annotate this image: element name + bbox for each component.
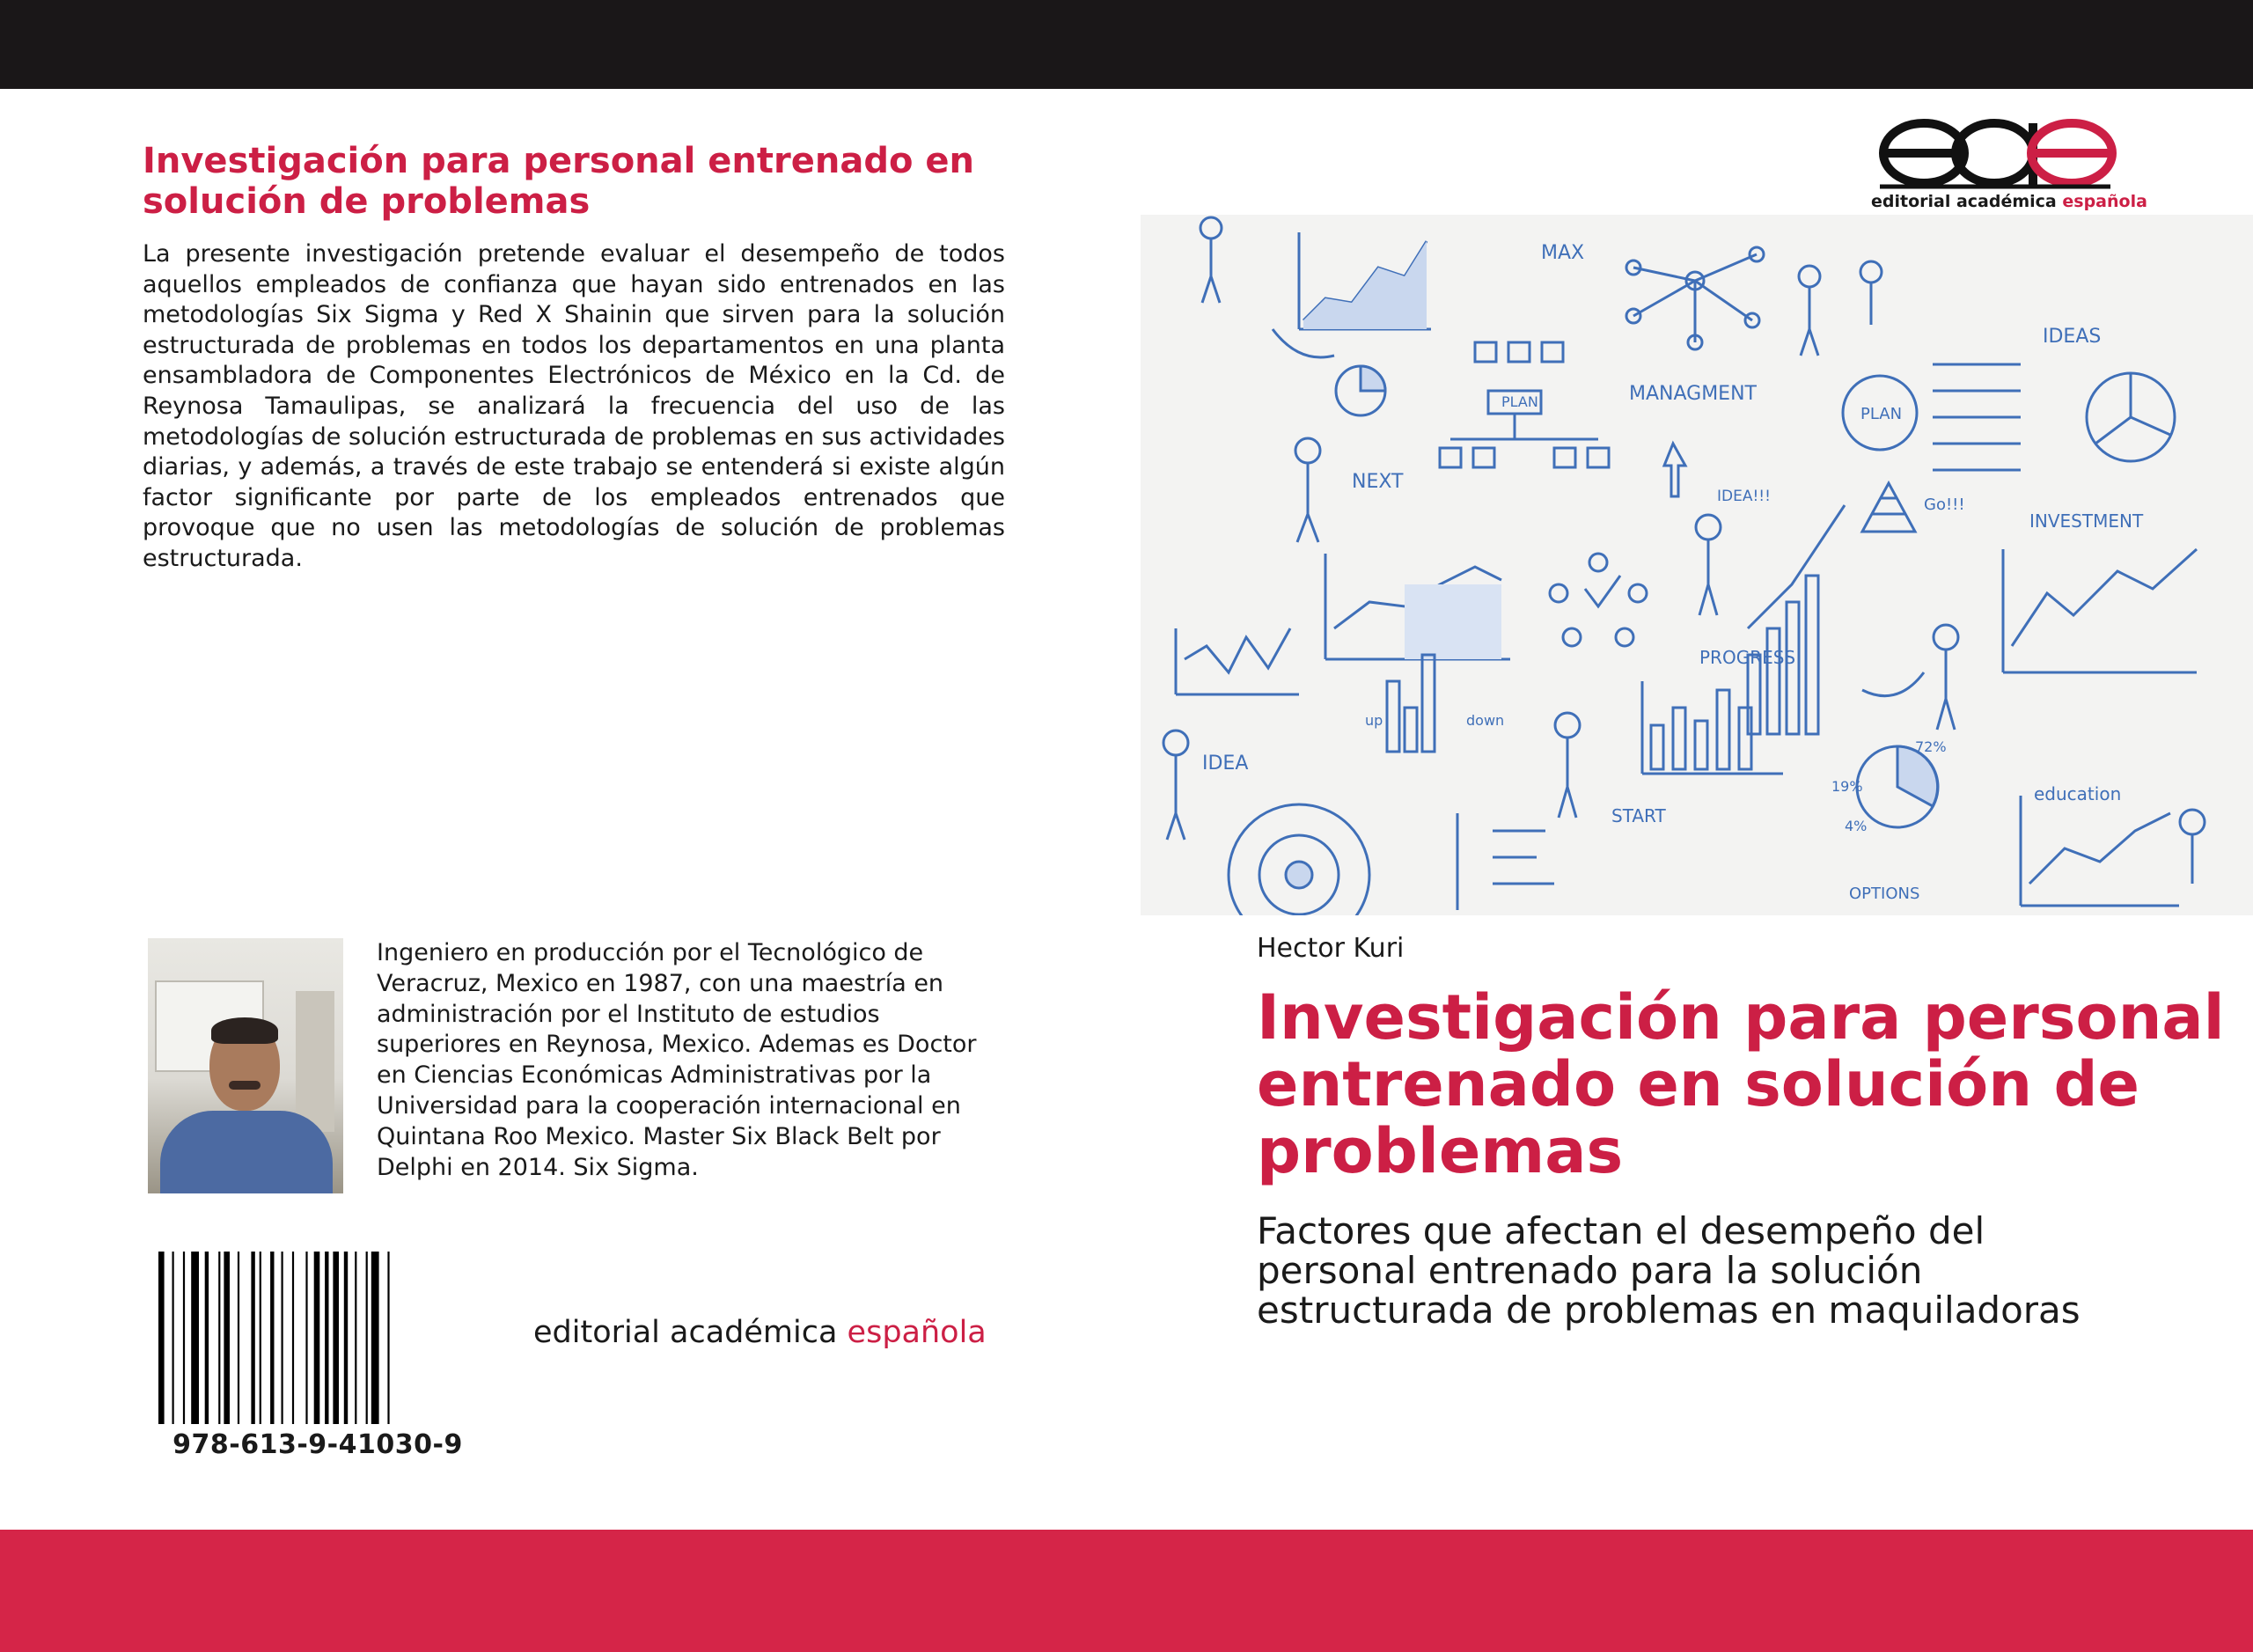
art-word-investment: INVESTMENT xyxy=(2029,510,2144,532)
cover-illustration xyxy=(1141,215,2253,915)
art-word-education: education xyxy=(2034,783,2122,804)
art-word-idea-exclaim: IDEA!!! xyxy=(1717,488,1771,505)
art-word-go: Go!!! xyxy=(1924,496,1965,514)
author-bio: Ingeniero en producción por el Tecnológico de Veracruz, Mexico en 1987, con una maestría en administración por el Instituto de estudios superiores en Reynosa, Mexico. Ademas es Doctor en Ciencias Económicas Administrativas por la Universidad para la cooperación internacional en Quintana Roo Mexico. Master Six Black Belt por Delphi en 2014. Six Sigma. xyxy=(377,939,977,1181)
publisher-wordmark xyxy=(533,1315,987,1350)
art-word-idea: IDEA xyxy=(1202,753,1249,775)
art-word-ideas: IDEAS xyxy=(2043,326,2102,348)
art-word-options: OPTIONS xyxy=(1849,885,1920,903)
logo-wordmark xyxy=(1871,192,2147,211)
art-word-up: up xyxy=(1365,712,1383,729)
art-word-managment: MANAGMENT xyxy=(1629,383,1757,405)
art-word-72: 72% xyxy=(1915,738,1947,755)
back-cover-blurb: La presente investigación pretende evaluar el desempeño de todos aquellos empleados de confianza que hayan sido entrenados en las metodologías Six Sigma y Red X Shainin que sirven para la solución estructurada de problemas en todos los departamentos en una planta ensambladora de Componentes Electrónicos de México en la Cd. de Reynosa Tamaulipas, se analizará la frecuencia del uso de las metodologías de solución estructurada de problemas en sus actividades diarias, y además, a través de este trabajo se entenderá si existe algún factor significante por parte de los empleados entrenados que provoque que no usen las metodologías de solución de problemas estructurada. xyxy=(143,240,1005,572)
logo-text-accent: española xyxy=(2062,192,2147,211)
logo-text-main: editorial académica xyxy=(1871,192,2063,211)
isbn: 978-613-9-41030-9 xyxy=(172,1429,463,1460)
back-cover-title: Investigación para personal entrenado en solución de problemas xyxy=(143,141,974,222)
front-subtitle: Factores que afectan el desempeño del personal entrenado para la solución estructurada de problemas en maquiladoras xyxy=(1257,1209,2081,1332)
front-author: Hector Kuri xyxy=(1257,933,1405,964)
publisher-main: editorial académica xyxy=(533,1315,848,1350)
front-title: Investigación para personal entrenado en solución de problemas xyxy=(1257,981,2225,1187)
art-word-down: down xyxy=(1466,712,1505,729)
art-word-plan-box: PLAN xyxy=(1501,393,1538,410)
publisher-accent: española xyxy=(847,1315,987,1350)
barcode xyxy=(158,1252,472,1424)
top-bar xyxy=(0,0,2253,89)
art-word-progress: PROGRESS xyxy=(1699,647,1796,668)
art-word-max: MAX xyxy=(1541,242,1585,264)
art-word-next: NEXT xyxy=(1352,471,1404,493)
author-photo xyxy=(148,938,343,1193)
art-word-19: 19% xyxy=(1831,778,1863,795)
art-word-4: 4% xyxy=(1845,818,1868,834)
art-word-plan-circle: PLAN xyxy=(1860,405,1903,423)
bottom-bar xyxy=(0,1530,2253,1652)
art-word-start: START xyxy=(1611,805,1666,826)
